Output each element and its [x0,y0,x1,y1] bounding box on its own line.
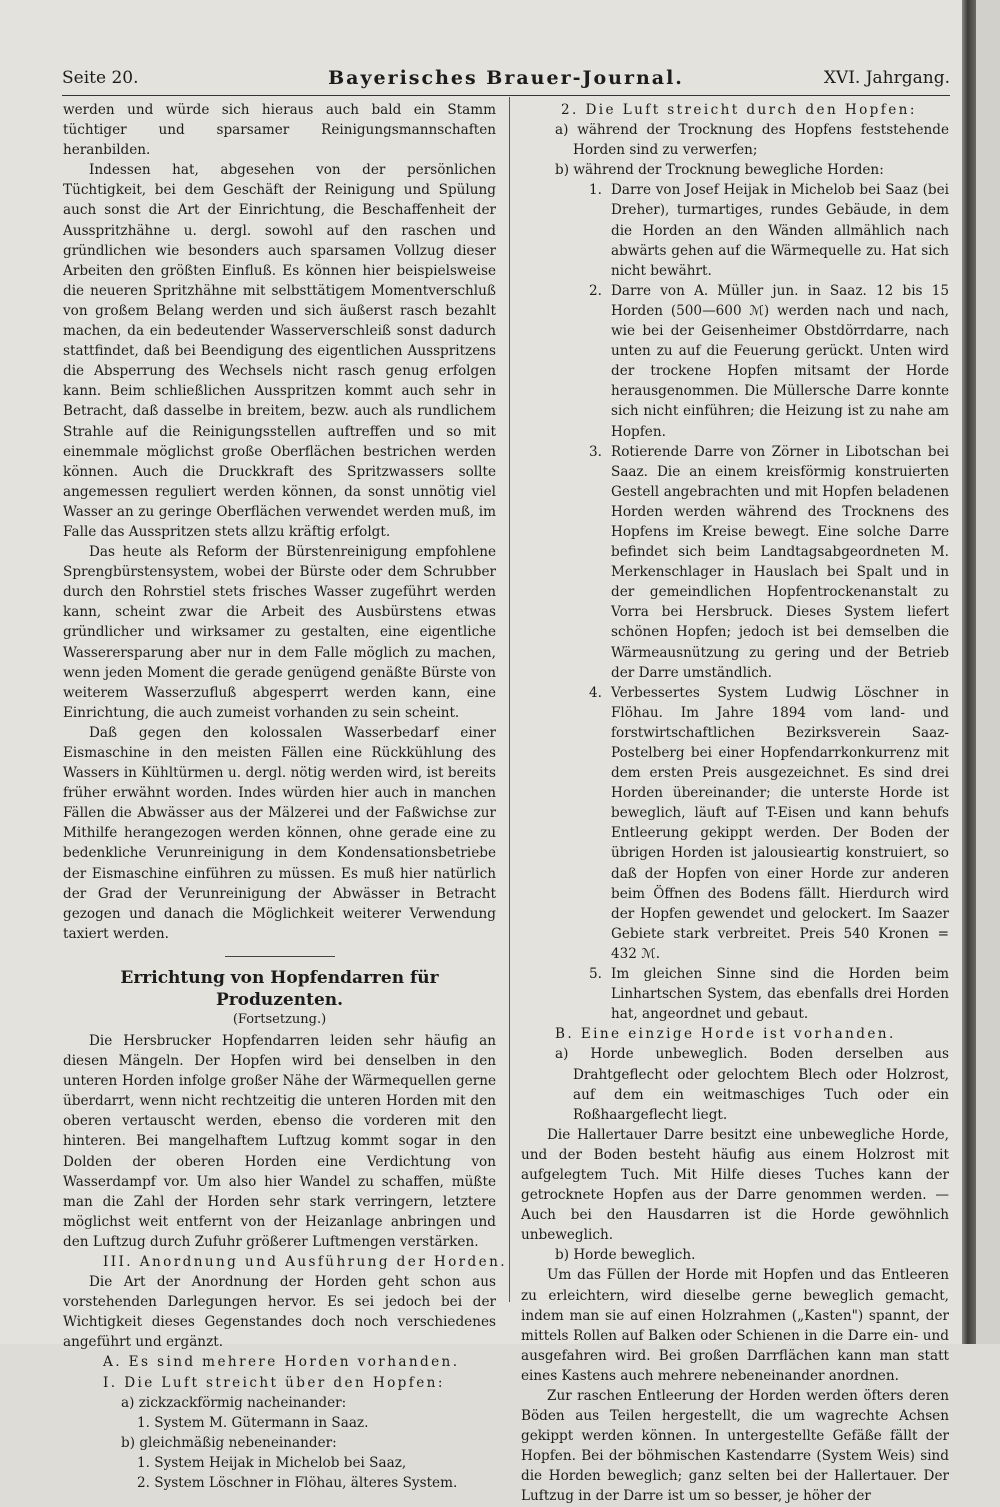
paragraph: Die Hallertauer Darre besitzt eine unbewegliche Horde, und der Boden besteht häufig aus einem Holzrost mit aufgelegtem Tuch. Mit Hilfe dieses Tuches kann der getrocknete Hopfen aus der Darre genommen werden. — Auch bei den Hausdarren ist die Horde gewöhnlich unbeweglich. [521,1126,949,1244]
paragraph: Um das Füllen der Horde mit Hopfen und das Entleeren zu erleichtern, wird dieselbe gerne beweglich gemacht, indem man sie auf einen Holzrahmen („Kasten") spannt, der mittels Rollen auf Balken oder Schienen in die Darre ein- und ausgefahren wird. Bei großen Darrflächen kann man statt eines Kastens auch mehrere nebeneinander anordnen. [521,1267,949,1384]
list-item: b) während der Trocknung bewegliche Horden: [555,162,884,179]
list-item: a) zickzackförmig nacheinander: [121,1394,347,1411]
list-number: 3. [589,443,602,460]
right-column [521,100,949,1507]
volume-label: XVI. Jahrgang. [823,68,950,88]
paragraph: Das heute als Reform der Bürstenreinigung empfohlene Sprengbürstensystem, wobei der Bürste oder dem Schrubber durch den Rohrstiel stets frisches Wasser zugeführt werden kann, scheint zwar die Arbeit des Ausbürstens etwas gründlicher und wirksamer zu gestalten, eine eigentliche Wassererspаrung aber nur in dem Falle möglich zu machen, wenn jeden Moment die gerade genügend genäßte Bürste von weiterem Wasserzufluß abgesperrt werden kann, eine Einrichtung, die auch zumeist vorhanden zu sein scheint. [63,544,496,721]
list-number: 5. [589,966,602,983]
list-item [521,281,949,442]
list-item: a) Horde unbeweglich. Boden derselben aus Drahtgeflecht oder gelochtem Blech oder Holzrost, auf dem ein weitmaschiges Tuch oder ein Roßhaargeflecht liegt. [555,1046,949,1123]
subsection-heading: I. Die Luft streicht über den Hopfen: [103,1374,445,1391]
article-title: Errichtung von Hopfendarren für Produzenten. [120,967,439,1010]
section-separator [225,956,335,957]
list-item [521,964,949,1024]
book-gutter [962,0,976,1344]
paragraph: Zur raschen Entleerung der Horden werden öfters deren Böden aus Teilen hergestellt, die um wagrechte Achsen gekippt werden können. In untergestellte Gefäße fällt der Hopfen. Bei der böhmischen Kastendarre (System Weis) sind die Horden beweglich; ganz selten bei der Hallertauer. Der Luftzug in der Darre ist um so besser, je höher der [521,1388,949,1505]
list-item: 2. System Löschner in Flöhau, älteres System. [137,1475,458,1491]
list-text: Darre von Josef Heijak in Michelob bei Saaz (bei Dreher), turmartiges, rundes Gebäude, in dem die Horden an den Wänden allmählich nach abwärts gehen auf die Wärmequelle zu. Hat sich nicht bewährt. [611,182,949,279]
paragraph: Die Art der Anordnung der Horden geht schon aus vorstehenden Darlegungen hervor. Es sei jedoch bei der Wichtigkeit dieses Gegenstandes doch noch verschiedenes angeführt und ergänzt. [63,1274,496,1351]
section-heading: III. Anordnung und Ausführung der Horden. [103,1253,507,1270]
adjacent-page-edge [976,0,1000,1344]
list-number: 2. [589,282,602,299]
subsection-heading: A. Es sind mehrere Horden vorhanden. [103,1354,460,1371]
list-item [521,180,949,280]
list-number: 1. [589,182,602,199]
paragraph: werden und würde sich hieraus auch bald ein Stamm tüchtiger und sparsamer Reinigungsmannschaften heranbilden. [63,102,496,159]
page-header [62,68,950,96]
list-text: Darre von A. Müller jun. in Saaz. 12 bis 15 Horden (500—600 ℳ) werden nach und nach, wie bei der Geisenheimer Obstdörrdarre, nach unten zu auf die Feuerung gerückt. Unten wird der trockene Hopfen mitsamt der Horde herausgenommen. Die Müllersche Darre konnte sich nicht einführen; die Heizung ist zu nahe am Hopfen. [611,282,949,440]
paragraph: Indessen hat, abgesehen von der persönlichen Tüchtigkeit, bei dem Geschäft der Reinigung und Spülung auch sonst die Art der Einrichtung, die Beschaffenheit der Ausspritzhähne u. dergl. sowohl auf den raschen und gründlichen wie besonders auch sparsamen Vollzug dieser Arbeiten den größten Einfluß. Es können hier beispielsweise die neueren Spritzhähne mit selbsttätigem Momentverschluß von großem Belang werden und sich äußerst rasch bezahlt machen, da ein bedeutender Wasserverschleiß sonst dadurch stattfindet, daß bei Beendigung des eigentlichen Ausspritzens die Absperrung des Wechsels nicht rasch genug erfolgen kann. Beim schließlichen Ausspritzen kommt auch sehr in Betracht, daß dasselbe in breitem, bezw. auch als rundlichem Strahle auf die Reinigungsstellen auftreffen und so mit einemmale möglichst große Oberflächen bestrichen werden können. Auch die Druckkraft des Spritzwassers sollte angemessen reguliert werden können, da sonst unnötig viel Wasser an zu geringe Oberflächen verwendet werden muß, im Falle das Ausspritzen stets allzu kräftig erfolgt. [63,162,496,540]
header-rule [62,95,950,96]
paragraph: Daß gegen den kolossalen Wasserbedarf einer Eismaschine in den meisten Fällen eine Rückkühlung des Wassers in Kühltürmen u. dergl. nötig werden wird, ist bereits früher erwähnt worden. Indes würden hier auch in manchen Fällen die Abwässer aus der Mälzerei und der Faßwichse zur Mithilfe herangezogen werden können, ohne gerade eine zu bedenkliche Verunreinigung in dem Kondensationsbetriebe der Eismaschine einführen zu müssen. Es muß hier natürlich der Grad der Verunreinigung der Abwässer in Betracht gezogen und danach die Möglichkeit weiterer Verwendung taxiert werden. [63,724,496,942]
list-text: Rotierende Darre von Zörner in Libotschan bei Saaz. Die an einem kreisförmig konstruierten Gestell angebrachten und mit Hopfen beladenen Horden werden während des Trocknens des Hopfens im Kreise bewegt. Eine solche Darre befindet sich beim Landtagsabgeordneten M. Merkenschlager in Hauslach bei Spalt und in der gemeindlichen Hopfentrockenanstalt zu Vorra bei Hersbruck. Dieses System liefert schönen Hopfen; jedoch ist bei demselben die Wärmeausnützung zu gering und der Betrieb der Darre umständlich. [611,443,949,681]
page-number: Seite 20. [62,68,139,88]
column-divider [509,97,510,1302]
subsection-heading: b) Horde beweglich. [555,1247,696,1264]
list-item: a) während der Trocknung des Hopfens feststehende Horden sind zu verwerfen; [555,122,949,159]
list-item [521,683,949,964]
list-item [521,442,949,683]
list-item: 1. System M. Gütermann in Saaz. [137,1414,369,1431]
darre-list [521,180,949,1024]
list-item: b) gleichmäßig nebeneinander: [121,1434,337,1451]
article-subtitle: (Fortsetzung.) [232,1011,327,1027]
list-number: 4. [589,684,602,701]
left-column [63,100,507,1493]
list-text: Verbessertes System Ludwig Löschner in Flöhau. Im Jahre 1894 vom land- und forstwirtschaftlichen Bezirksverein Saaz-Postelberg bei einer Hopfendarrkonkurrenz mit dem ersten Preis ausgezeichnet. Es sind drei Horden übereinander; die unterste Horde ist beweglich, läuft auf T-Eisen und kann behufs Entleerung gekippt werden. Der Boden der übrigen Horden ist jalousieartig konstruiert, so daß der Hopfen von einer Horde zur anderen beim Öffnen des Bodens fällt. Hierdurch wird der Hopfen gewendet und gelockert. Im Saazer Gebiete stark verbreitet. Preis 540 Kronen = 432 ℳ. [611,684,949,962]
subsection-heading: 2. Die Luft streicht durch den Hopfen: [561,102,917,118]
paragraph: Die Hersbrucker Hopfendarren leiden sehr häufig an diesen Mängeln. Der Hopfen wird bei denselben in den unteren Horden infolge großer Nähe der Wärmequellen gerne überdarrt, wenn nicht rechtzeitig die unteren Horden mit den oberen vertauscht werden, ebenso die vorderen mit den hinteren. Bei mangelhaftem Luftzug kommt sogar in den Dolden der oberen Horden eine Verdichtung von Wasserdampf vor. Um also hier Wandel zu schaffen, müßte man die Zahl der Horden sehr stark verringern, letztere möglichst weit entfernt von der Heizanlage anbringen und den Luftzug durch Zufuhr größerer Luftmengen verstärken. [63,1032,496,1250]
list-text: Im gleichen Sinne sind die Horden beim Linhartschen System, das ebenfalls drei Horden hat, angeordnet und gebaut. [611,966,949,1023]
journal-title: Bayerisches Brauer-Journal. [328,67,684,89]
subsection-heading: B. Eine einzige Horde ist vorhanden. [555,1026,896,1043]
list-item: 1. System Heijak in Michelob bei Saaz, [137,1454,407,1471]
